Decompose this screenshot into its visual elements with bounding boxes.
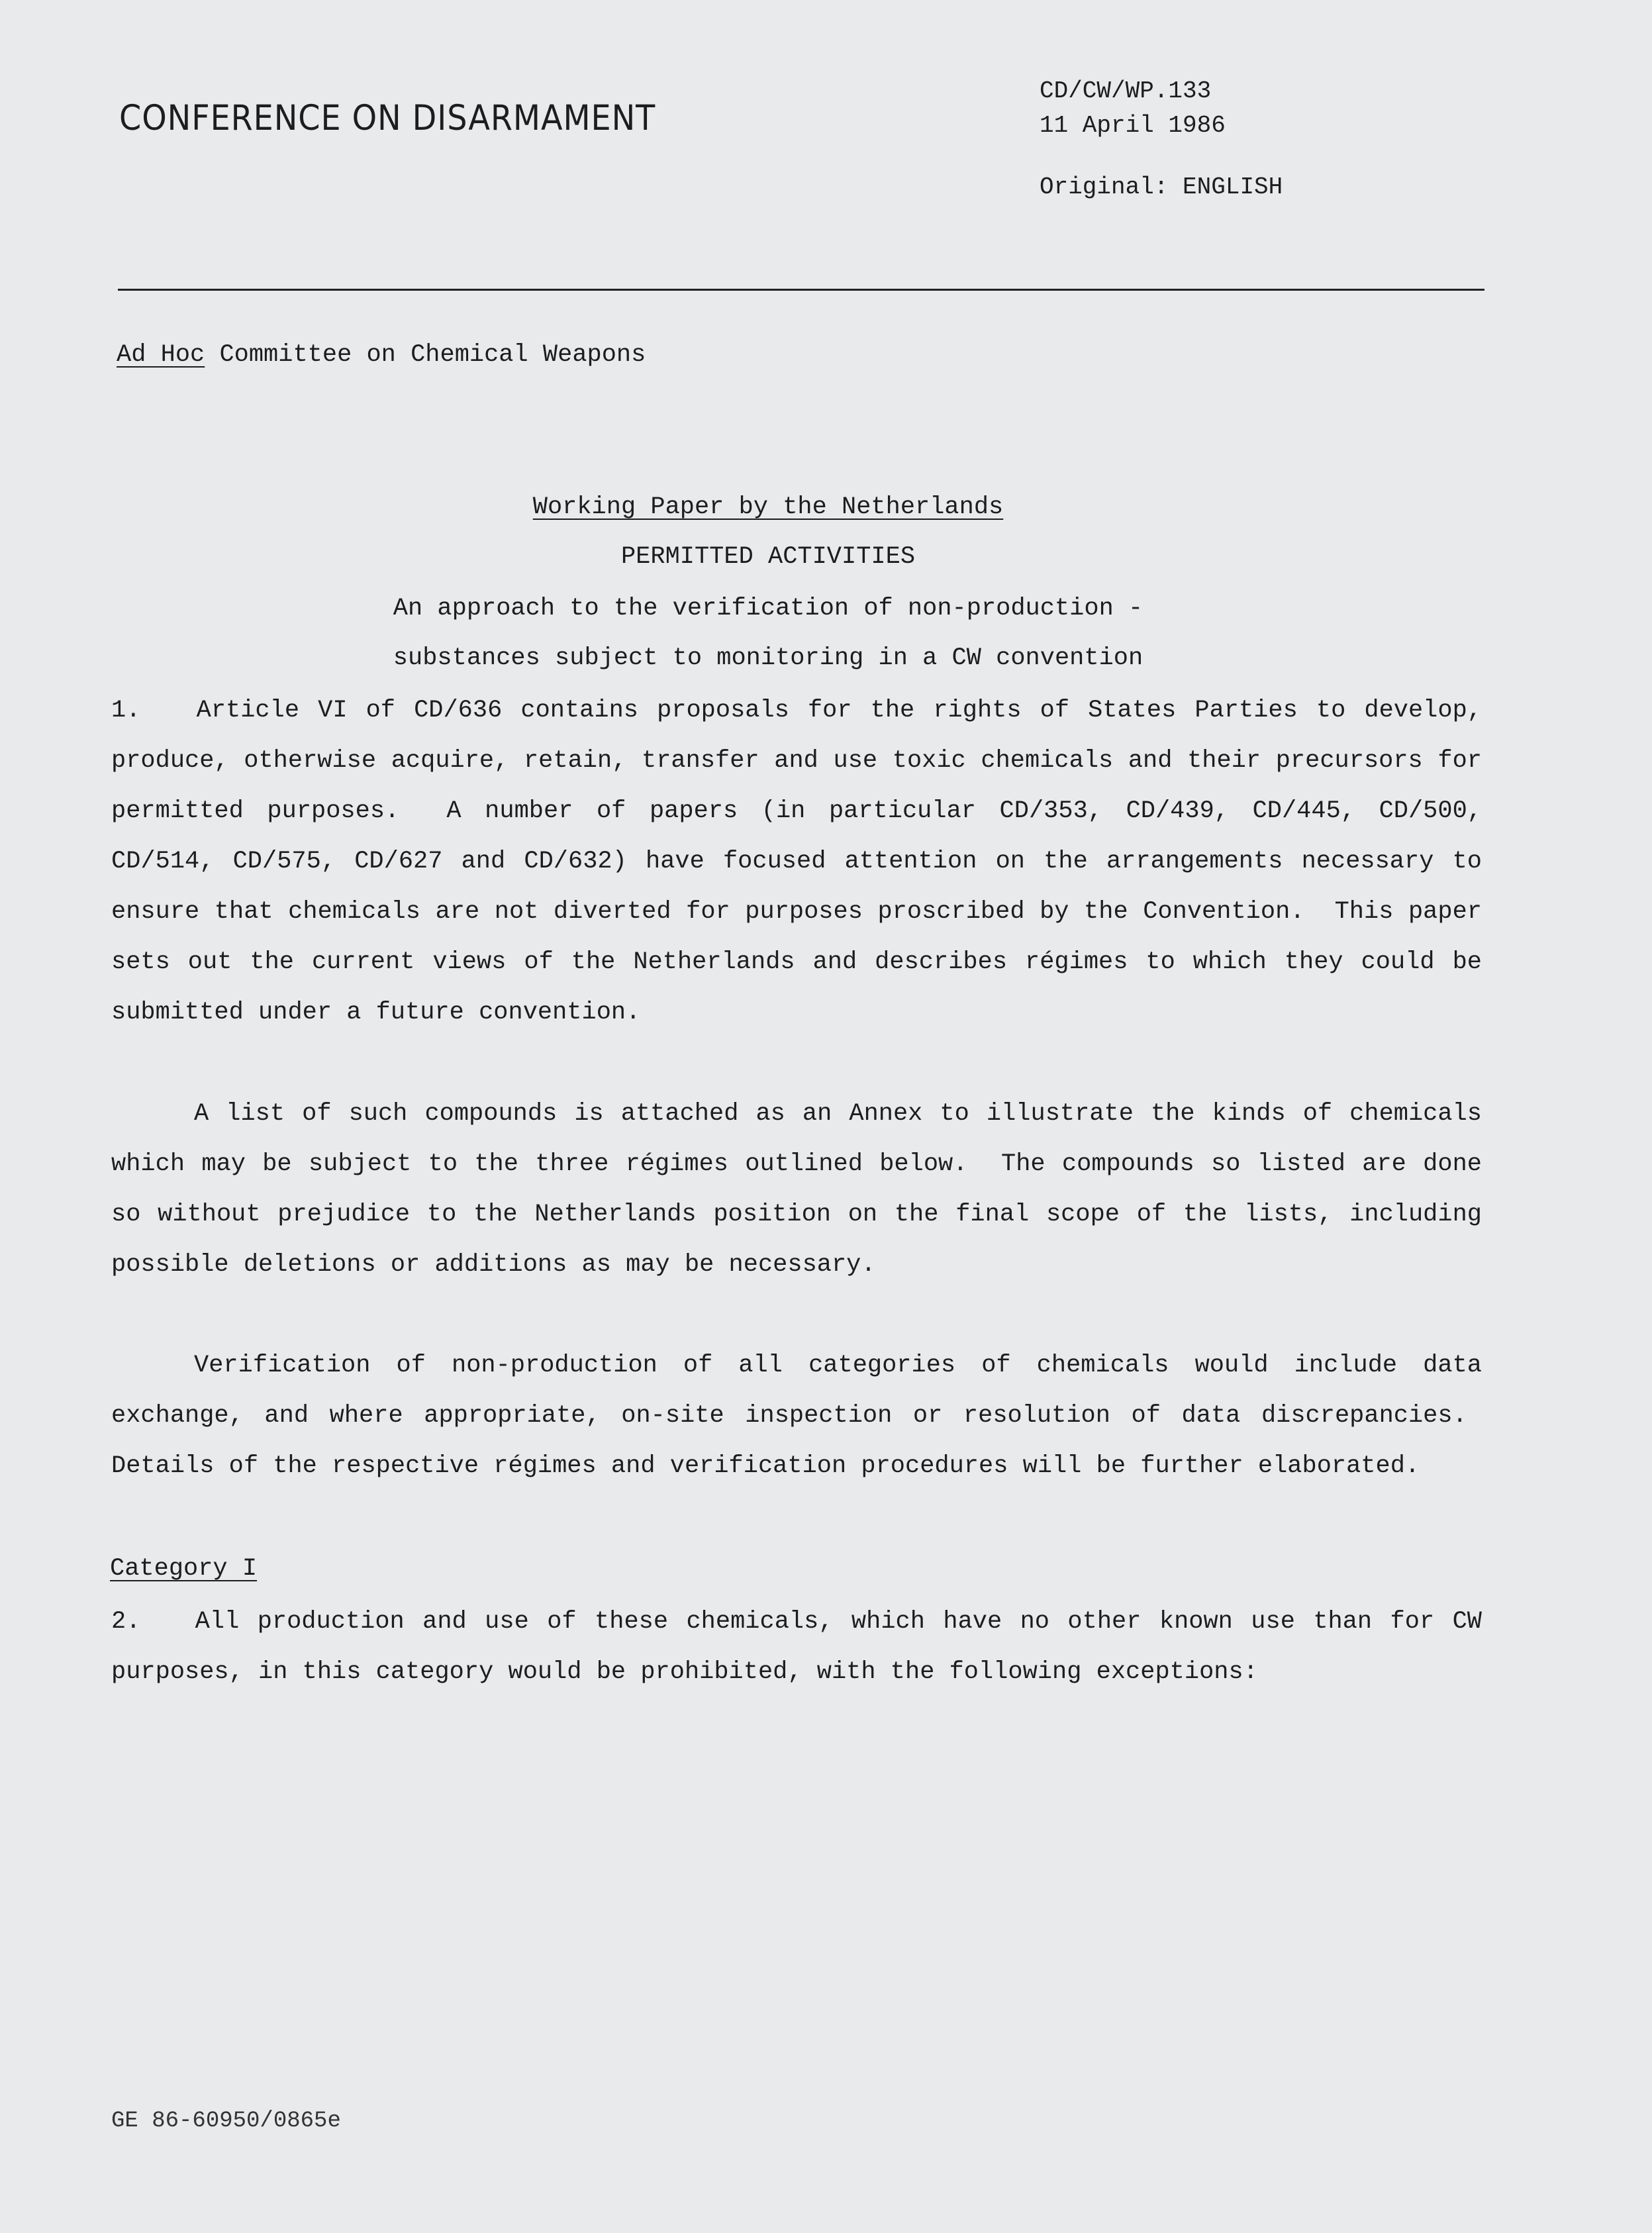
paragraph-3: Verification of non-production of all categories of chemicals would include data exchange, and where appropriate, on-site inspection or resolution of data discrepancies. Details of the respective régimes and verification procedures will be further elaborated. (111, 1352, 1482, 1480)
subtitle-line-1: An approach to the verification of non-production - (393, 595, 1143, 622)
paragraph-4: 2. All production and use of these chemicals, which have no other known use than for CW purposes, in this category would be prohibited, with the following exceptions: (111, 1608, 1482, 1686)
committee-rest: Committee on Chemical Weapons (205, 341, 646, 369)
subtitle-line-2: substances subject to monitoring in a CW convention (393, 644, 1143, 672)
document-symbol-block (1040, 74, 1226, 143)
working-paper-title (0, 493, 1536, 521)
document-code: GE 86-60950/0865e (111, 2109, 341, 2134)
original-language: Original: ENGLISH (1040, 174, 1283, 201)
paragraph-1: 1. Article VI of CD/636 contains proposals for the rights of States Parties to develop, produce, otherwise acquire, retain, transfer and use toxic chemicals and their precursors for permitted purposes. A number of papers (in particular CD/353, CD/439, CD/445, CD/500, CD/514, CD/575, CD/627 and CD/632) have focused attention on the arrangements necessary to ensure that chemicals are not diverted for purposes proscribed by the Convention. This paper sets out the current views of the Netherlands and describes régimes to which they could be submitted under a future convention. (111, 697, 1482, 1026)
header-divider (118, 289, 1484, 291)
paragraph-2: A list of such compounds is attached as an Annex to illustrate the kinds of chemicals which may be subject to the three régimes outlined below. The compounds so listed are done so without prejudice to the Netherlands position on the final scope of the lists, including possible deletions or additions as may be necessary. (111, 1100, 1482, 1279)
committee-ad-hoc: Ad Hoc (117, 341, 205, 369)
section-heading: PERMITTED ACTIVITIES (620, 543, 916, 571)
category-heading: Category I (110, 1555, 258, 1583)
committee-name (117, 341, 646, 369)
document-date: 11 April 1986 (1040, 112, 1226, 139)
document-symbol: CD/CW/WP.133 (1040, 77, 1212, 105)
organization-title: CONFERENCE ON DISARMAMENT (119, 98, 656, 138)
working-paper-title-text: Working Paper by the Netherlands (532, 493, 1004, 521)
